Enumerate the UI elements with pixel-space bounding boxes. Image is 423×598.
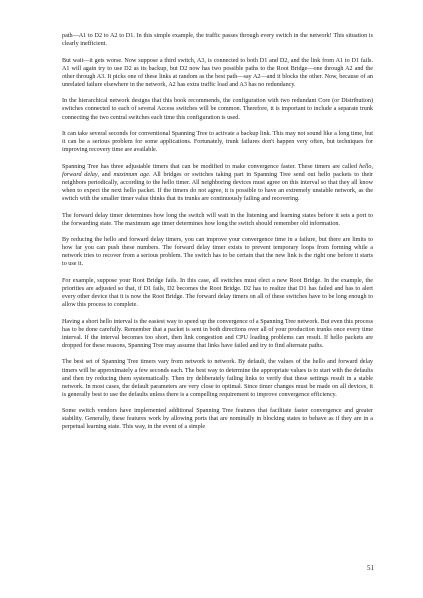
paragraph: By reducing the hello and forward delay timers, you can improve your convergence time in a failure, but there are limits to how far you can push these numbers. The forward delay timer exists to prevent temporary loops from forming while a network tries to recover from a serious problem. The switch has to be certain that the new link is the right one before it starts to use it. [62,237,373,268]
text-run: , [371,163,373,170]
paragraph: It can take several seconds for conventional Spanning Tree to activate a backup link. This may not sound like a long time, but it can be a serious problem for some applications. Fortunately, trunk failures don't happen very often, but techniques for improving recovery time are available. [62,131,373,154]
text-run: , and [97,171,114,178]
emphasis-term: maximum age [113,171,149,178]
paragraph: For example, suppose your Root Bridge fails. In this case, all switches must elect a new Root Bridge. In the example, the priorities are adjusted so that, if D1 fails, D2 becomes the Root Bridge. D2 has to realize that D1 has failed and has to alert every other device that it is now the Root Bridge. The forward delay timers on all of these switches have to be long enough to allow this process to complete. [62,277,373,309]
paragraph [62,163,373,203]
paragraph: But wait—it gets worse. Now suppose a third switch, A3, is connected to both D1 and D2, and the link from A1 to D1 fails. A1 will again try to use D2 as its backup, but D2 now has two possible paths to the Root Bridge—one through A2 and the other through A3. It picks one of these links at random as the best path—say A2—and it blocks the other. Now, because of an unrelated failure elsewhere in the network, A2 has extra traffic load and A3 has no redundancy. [62,57,373,88]
emphasis-term: hello [359,163,372,170]
body-text [62,32,373,440]
emphasis-term: forward delay [62,171,98,178]
page-number: 51 [367,564,374,572]
paragraph: The forward delay timer determines how long the switch will wait in the listening and learning states before it sets a port to the forwarding state. The maximum age timer determines how long the switch should remember old information. [62,212,373,227]
paragraph: Having a short hello interval is the easiest way to speed up the convergence of a Spanning Tree network. But even this process has to be done carefully. Remember that a packet is sent in both directions over all of your production trunks once every time interval. If the interval becomes too short, then link congestion and CPU loading problems can result. If hello packets are dropped for these reasons, Spanning Tree may assume that links have failed and try to find alternate paths. [62,318,373,349]
paragraph: path—A1 to D2 to A2 to D1. In this simple example, the traffic passes through every switch in the network! This situation is clearly inefficient. [62,33,373,48]
text-run: . All bridges or switches taking part in Spanning Tree send out hello packets to their neighbors periodically, according to the hello timer. All neighboring devices must agree on this interval so that they all know when to expect the next hello packet. If the timers do not agree, it is possible to have an extremely unstable network, as the switch with the smaller timer value thinks that its trunks are continuously failing and recovering. [62,171,373,203]
paragraph: Some switch vendors have implemented additional Spanning Tree features that facilitate faster convergence and greater stability. Generally, these features work by allowing ports that are nominally in blocking states to behave as if they are in a perpetual learning state. This way, in the event of a simple [62,408,373,431]
text-run: Spanning Tree has three adjustable timers that can be modified to make convergence faster. These timers are called [62,163,360,170]
paragraph: The best set of Spanning Tree timers vary from network to network. By default, the values of the hello and forward delay timers will be approximately a few seconds each. The best way to determine the appropriate values is to start with the defaults and then try reducing them systematically. Then try deliberately failing links to verify that these settings result in a stable network. In most cases, the default parameters are very close to optimal. Since timer changes must be made on all devices, it is generally best to use the defaults unless there is a compelling requirement to improve convergence efficiency. [62,359,373,398]
paragraph: In the hierarchical network designs that this book recommends, the configuration with two redundant Core (or Distribution) switches connected to each of several Access switches will be common. Therefore, it is important to include a separate trunk connecting the two central switches each time this configuration is used. [62,98,373,121]
